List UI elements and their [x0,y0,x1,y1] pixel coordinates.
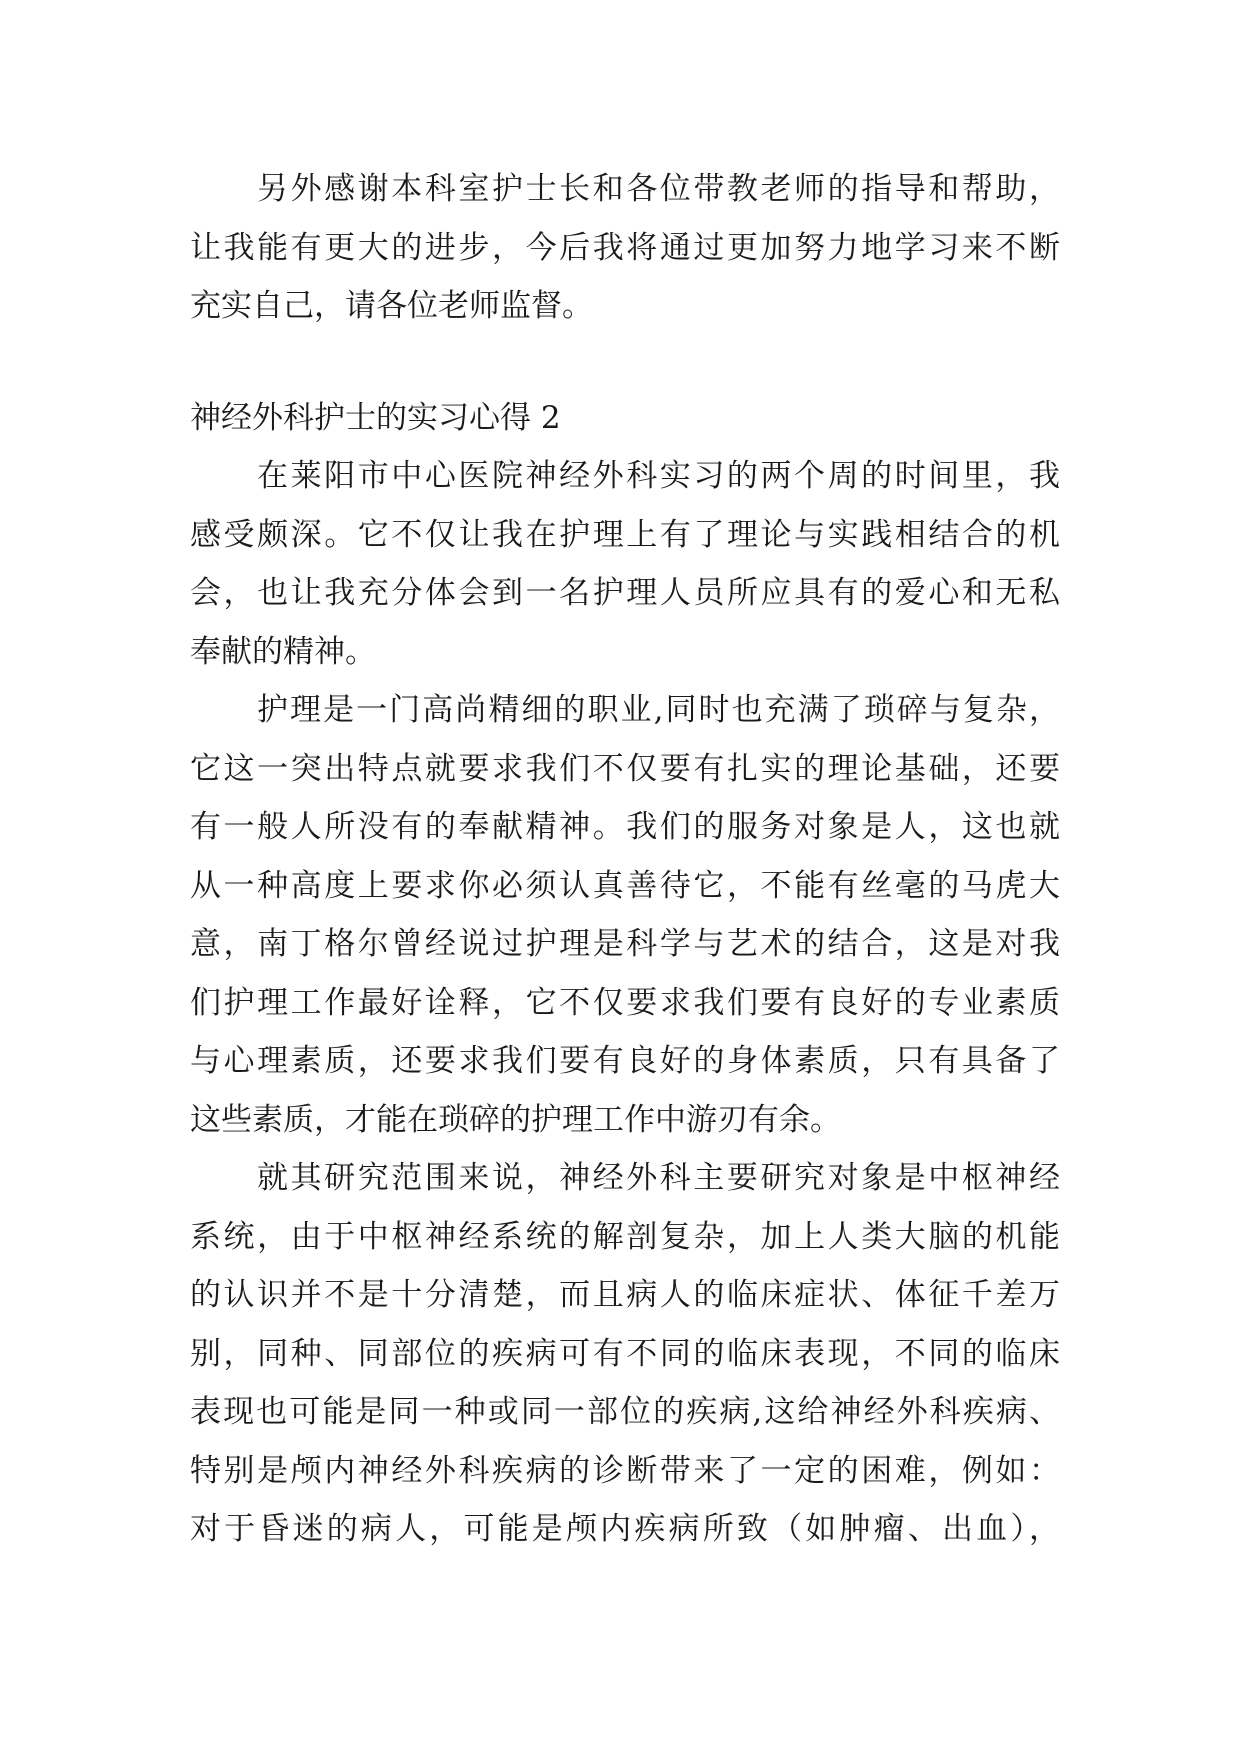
text-line: 让我能有更大的进步，今后我将通过更加努力地学习来不断 [190,229,1060,266]
body-text [190,447,1060,1559]
text-line: 们护理工作最好诠释，它不仅要求我们要有良好的专业素质 [190,984,1060,1021]
text-line: 与心理素质，还要求我们要有良好的身体素质，只有具备了 [190,1043,1060,1079]
text-line: 就其研究范围来说，神经外科主要研究对象是中枢神经 [257,1160,1060,1196]
text-line: 会，也让我充分体会到一名护理人员所应具有的爱心和无私 [190,575,1060,611]
text-line: 对于昏迷的病人，可能是颅内疾病所致（如肿瘤、出血）， [190,1511,1060,1547]
section-heading: 神经外科护士的实习心得 2 [190,400,561,436]
text-line: 感受颇深。它不仅让我在护理上有了理论与实践相结合的机 [190,516,1060,553]
text-line: 的认识并不是十分清楚，而且病人的临床症状、体征千差万 [190,1277,1060,1313]
text-line: 有一般人所没有的奉献精神。我们的服务对象是人，这也就 [190,809,1060,845]
text-line: 在莱阳市中心医院神经外科实习的两个周的时间里，我 [257,458,1060,494]
paragraph [190,681,1060,1149]
text-line: 意，南丁格尔曾经说过护理是科学与艺术的结合，这是对我 [190,926,1060,962]
text-line: 它这一突出特点就要求我们不仅要有扎实的理论基础，还要 [190,750,1060,787]
text-line: 这些素质，才能在琐碎的护理工作中游刃有余。 [190,1101,841,1138]
text-line: 护理是一门高尚精细的职业,同时也充满了琐碎与复杂， [257,692,1060,728]
text-line: 从一种高度上要求你必须认真善待它，不能有丝毫的马虎大 [190,867,1060,904]
text-line: 另外感谢本科室护士长和各位带教老师的指导和帮助， [257,171,1060,207]
paragraph [190,1149,1060,1559]
text-line: 别，同种、同部位的疾病可有不同的临床表现，不同的临床 [190,1335,1060,1372]
intro-paragraph [190,160,1060,336]
text-line: 特别是颅内神经外科疾病的诊断带来了一定的困难，例如： [190,1452,1060,1489]
paragraph [190,447,1060,681]
text-line: 奉献的精神。 [190,633,376,670]
text-line: 充实自己，请各位老师监督。 [190,288,593,324]
paragraph [190,160,1060,336]
text-line: 表现也可能是同一种或同一部位的疾病,这给神经外科疾病、 [190,1394,1060,1430]
text-line: 系统，由于中枢神经系统的解剖复杂，加上人类大脑的机能 [190,1218,1060,1255]
